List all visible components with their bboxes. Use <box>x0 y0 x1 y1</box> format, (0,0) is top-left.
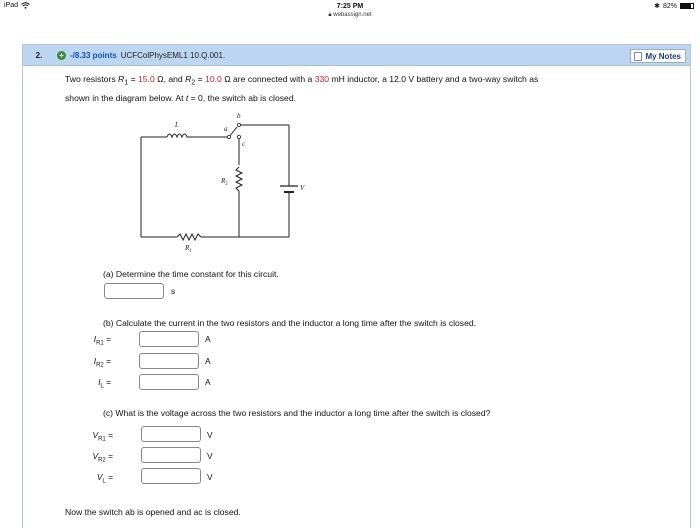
question-number: 2. <box>35 51 43 60</box>
label-r2-sym: R <box>221 177 226 185</box>
part-b-label-il <box>71 377 111 390</box>
label-r2-sub: 2 <box>225 182 228 187</box>
r1-value: 15.0 <box>138 74 155 84</box>
part-c-vr2-input[interactable] <box>141 447 201 463</box>
t-symbol: t <box>185 92 189 103</box>
part-c-question: (c) What is the voltage across the two resistors and the inductor a long time after the switch is closed? <box>103 408 491 418</box>
footer-text: Now the switch ab is opened and ac is closed. <box>65 507 241 517</box>
part-b-question: (b) Calculate the current in the two resistors and the inductor a long time after the switch is closed. <box>103 318 477 328</box>
label-sub: R2 <box>96 362 104 369</box>
my-notes-label: My Notes <box>645 51 681 61</box>
label-sym: I <box>93 356 97 366</box>
label-sub: R1 <box>98 436 106 443</box>
label-eq: = <box>106 377 111 387</box>
part-c-label-vr1 <box>73 430 113 443</box>
part-b-label-ir2 <box>71 356 111 369</box>
equals: = <box>195 74 206 84</box>
status-url-text: webassign.net <box>333 12 372 18</box>
part-a-unit: s <box>171 286 176 296</box>
part-b-ir1-input[interactable] <box>139 331 199 347</box>
label-eq: = <box>108 430 113 440</box>
problem-text-part: mH inductor, a 12.0 V battery and a two-way switch as <box>329 74 539 84</box>
problem-text-part: shown in the diagram below. At <box>65 92 186 103</box>
part-a-question: (a) Determine the time constant for this circuit. <box>103 269 279 279</box>
label-v: V <box>300 184 305 192</box>
label-r1-sub: 1 <box>189 249 192 254</box>
label-r1 <box>184 244 192 254</box>
label-sym: I <box>98 377 101 387</box>
terminal-c <box>237 135 240 138</box>
status-right <box>654 2 694 10</box>
label-r2 <box>220 177 228 187</box>
inductance-value: 330 <box>314 74 330 84</box>
battery-fill <box>681 4 691 8</box>
label-a: a <box>224 125 228 133</box>
label-eq: = <box>106 334 111 344</box>
question-header <box>23 45 690 66</box>
label-sym: I <box>93 334 97 344</box>
part-a-answer-input[interactable] <box>104 283 164 299</box>
part-c-vl-input[interactable] <box>141 468 201 484</box>
label-sub: R2 <box>98 457 106 464</box>
part-c-vr1-unit: V <box>207 430 213 440</box>
status-url <box>0 11 700 20</box>
label-eq: = <box>108 472 113 482</box>
part-b-il-unit: A <box>205 377 211 387</box>
problem-text <box>65 72 675 106</box>
resistor-r1 <box>177 234 201 240</box>
terminal-b <box>237 123 240 126</box>
part-c-label-vl <box>73 472 113 485</box>
label-sym: V <box>96 472 103 482</box>
problem-line-1 <box>65 72 675 91</box>
problem-text-part: Two resistors <box>65 74 119 84</box>
status-time: 7:25 PM <box>336 3 364 10</box>
label-sub: L <box>102 478 106 485</box>
bluetooth-icon: ✱ <box>654 3 660 10</box>
question-card <box>22 44 691 528</box>
label-r1-sym: R <box>185 244 190 252</box>
label-sym: V <box>92 451 99 461</box>
ohm-unit: Ω <box>154 74 164 84</box>
lock-icon: 🔒︎ <box>328 12 332 18</box>
label-sub: R1 <box>96 340 104 347</box>
question-code: UCFColPhysEML1 10.Q.001. <box>120 51 226 60</box>
equals: = <box>128 74 139 84</box>
circuit-diagram <box>121 107 311 254</box>
label-sym: V <box>92 430 99 440</box>
part-b-ir2-input[interactable] <box>139 353 199 369</box>
points-label: -/8.33 points <box>70 51 117 60</box>
label-l: L <box>175 121 179 129</box>
terminal-a <box>227 135 230 138</box>
part-b-il-input[interactable] <box>139 374 199 390</box>
status-bar <box>0 0 700 22</box>
part-c-label-vr2 <box>73 451 113 464</box>
r2-subscript: 2 <box>191 78 196 87</box>
battery-percent: 82% <box>662 2 677 10</box>
problem-text-part: = 0, the switch ab is closed. <box>188 92 296 103</box>
label-b: b <box>237 112 241 120</box>
resistor-r2 <box>236 167 242 191</box>
part-c-vr2-unit: V <box>207 451 213 461</box>
device-name: iPad <box>4 2 19 9</box>
problem-text-part: , and <box>163 74 186 84</box>
battery-icon <box>680 3 694 9</box>
ohm-unit: Ω <box>221 74 231 84</box>
part-b-ir2-unit: A <box>205 356 211 366</box>
problem-text-part: are connected with a <box>230 74 315 84</box>
note-icon <box>634 52 642 61</box>
expand-plus-icon[interactable]: + <box>57 51 66 60</box>
label-eq: = <box>106 356 111 366</box>
label-sub: L <box>100 383 104 390</box>
label-eq: = <box>108 451 113 461</box>
status-center <box>0 2 700 20</box>
part-b-label-ir1 <box>71 334 111 347</box>
question-header-main <box>57 45 225 66</box>
inductor-l <box>167 134 187 137</box>
r1-subscript: 1 <box>124 78 129 87</box>
my-notes-button[interactable] <box>630 49 686 63</box>
r1-symbol: R <box>118 74 125 84</box>
problem-line-2 <box>65 91 675 106</box>
part-c-vr1-input[interactable] <box>141 426 201 442</box>
part-b-ir1-unit: A <box>205 334 211 344</box>
r2-value: 10.0 <box>205 74 222 84</box>
label-c: c <box>242 140 246 148</box>
r2-symbol: R <box>185 74 192 84</box>
part-c-vl-unit: V <box>207 472 213 482</box>
